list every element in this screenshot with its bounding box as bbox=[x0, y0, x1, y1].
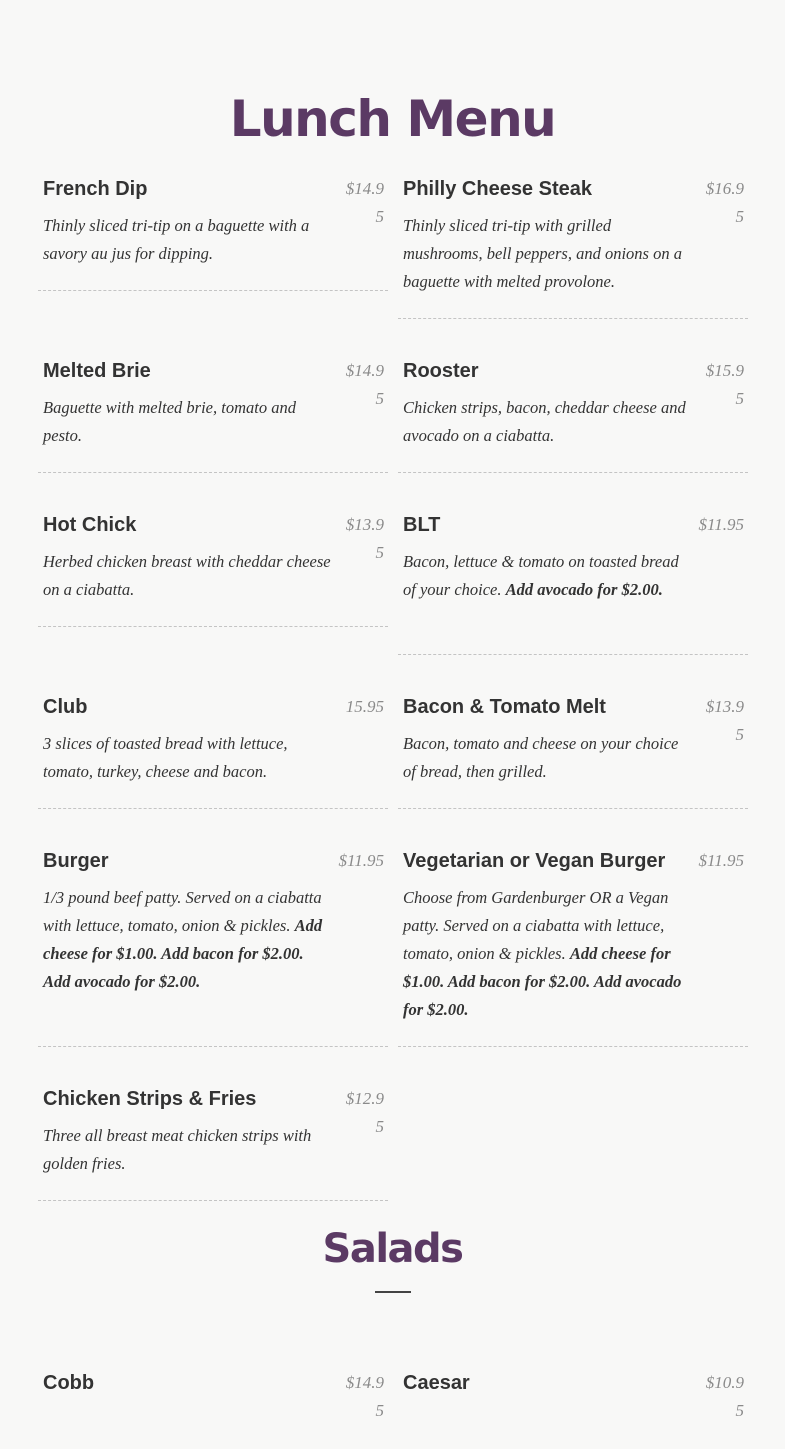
item-price: $11.95 bbox=[338, 851, 384, 870]
menu-item-cobb bbox=[38, 1369, 388, 1449]
item-price: $16.95 bbox=[705, 179, 744, 226]
item-name: Vegetarian or Vegan Burger bbox=[403, 850, 666, 872]
menu-item-melted-brie bbox=[38, 357, 388, 473]
item-description: Chicken strips, bacon, cheddar cheese and avocado on a ciabatta. bbox=[403, 398, 686, 445]
salads-heading: Salads bbox=[322, 1226, 463, 1272]
item-price: $11.95 bbox=[698, 851, 744, 870]
item-description: Baguette with melted brie, tomato and pesto. bbox=[43, 398, 296, 445]
menu-item-burger bbox=[38, 847, 388, 1047]
section-divider bbox=[375, 1291, 411, 1293]
item-price: $13.95 bbox=[345, 515, 384, 562]
item-name: Cobb bbox=[43, 1372, 95, 1394]
item-name: BLT bbox=[403, 514, 441, 536]
item-price: $15.95 bbox=[705, 361, 744, 408]
item-price: 15.95 bbox=[345, 697, 384, 716]
item-price: $11.95 bbox=[698, 515, 744, 534]
menu-item-vegetarian-vegan-burger bbox=[398, 847, 748, 1047]
menu-item-french-dip bbox=[38, 175, 388, 291]
menu-item-caesar bbox=[398, 1369, 748, 1449]
item-name: Rooster bbox=[403, 360, 479, 382]
item-name: Philly Cheese Steak bbox=[403, 178, 592, 200]
menu-item-philly-cheese-steak bbox=[398, 175, 748, 319]
item-price: $14.95 bbox=[345, 1373, 384, 1420]
item-price: $13.95 bbox=[705, 697, 744, 744]
item-name: French Dip bbox=[43, 178, 148, 200]
item-description: Bacon, lettuce & tomato on toasted bread of your choice. Add avocado for $2.00. bbox=[403, 552, 679, 599]
menu-item-bacon-tomato-melt bbox=[398, 693, 748, 809]
item-name: Bacon & Tomato Melt bbox=[403, 696, 606, 718]
menu-item-club bbox=[38, 693, 388, 809]
menu-item-chicken-strips-fries bbox=[38, 1085, 388, 1201]
item-description: Thinly sliced tri-tip on a baguette with a savory au jus for dipping. bbox=[43, 216, 310, 263]
item-price: $12.95 bbox=[345, 1089, 384, 1136]
item-name: Club bbox=[43, 696, 88, 718]
menu-item-blt bbox=[398, 511, 748, 655]
item-description: Herbed chicken breast with cheddar cheese on a ciabatta. bbox=[43, 552, 331, 599]
menu-item-hot-chick bbox=[38, 511, 388, 627]
item-price: $14.95 bbox=[345, 179, 384, 226]
item-description: Choose from Gardenburger OR a Vegan patty. Served on a ciabatta with lettuce, tomato, onion & pickles. Add cheese for $1.00. Add bacon for $2.00. Add avocado for $2.00. bbox=[403, 888, 682, 1019]
item-description: 3 slices of toasted bread with lettuce, tomato, turkey, cheese and bacon. bbox=[43, 734, 288, 781]
item-name: Burger bbox=[43, 850, 109, 872]
item-description: Bacon, tomato and cheese on your choice of bread, then grilled. bbox=[403, 734, 679, 781]
menu-item-rooster bbox=[398, 357, 748, 473]
item-description: Thinly sliced tri-tip with grilled mushrooms, bell peppers, and onions on a baguette with melted provolone. bbox=[403, 216, 682, 291]
page-title: Lunch Menu bbox=[229, 90, 556, 148]
item-name: Caesar bbox=[403, 1372, 470, 1394]
item-name: Melted Brie bbox=[43, 360, 151, 382]
item-name: Chicken Strips & Fries bbox=[43, 1088, 257, 1110]
item-price: $10.95 bbox=[705, 1373, 744, 1420]
item-name: Hot Chick bbox=[43, 514, 137, 536]
item-description: Three all breast meat chicken strips with golden fries. bbox=[43, 1126, 312, 1173]
item-description: 1/3 pound beef patty. Served on a ciabatta with lettuce, tomato, onion & pickles. Add cheese for $1.00. Add bacon for $2.00. Add avocado for $2.00. bbox=[43, 888, 323, 991]
item-price: $14.95 bbox=[345, 361, 384, 408]
